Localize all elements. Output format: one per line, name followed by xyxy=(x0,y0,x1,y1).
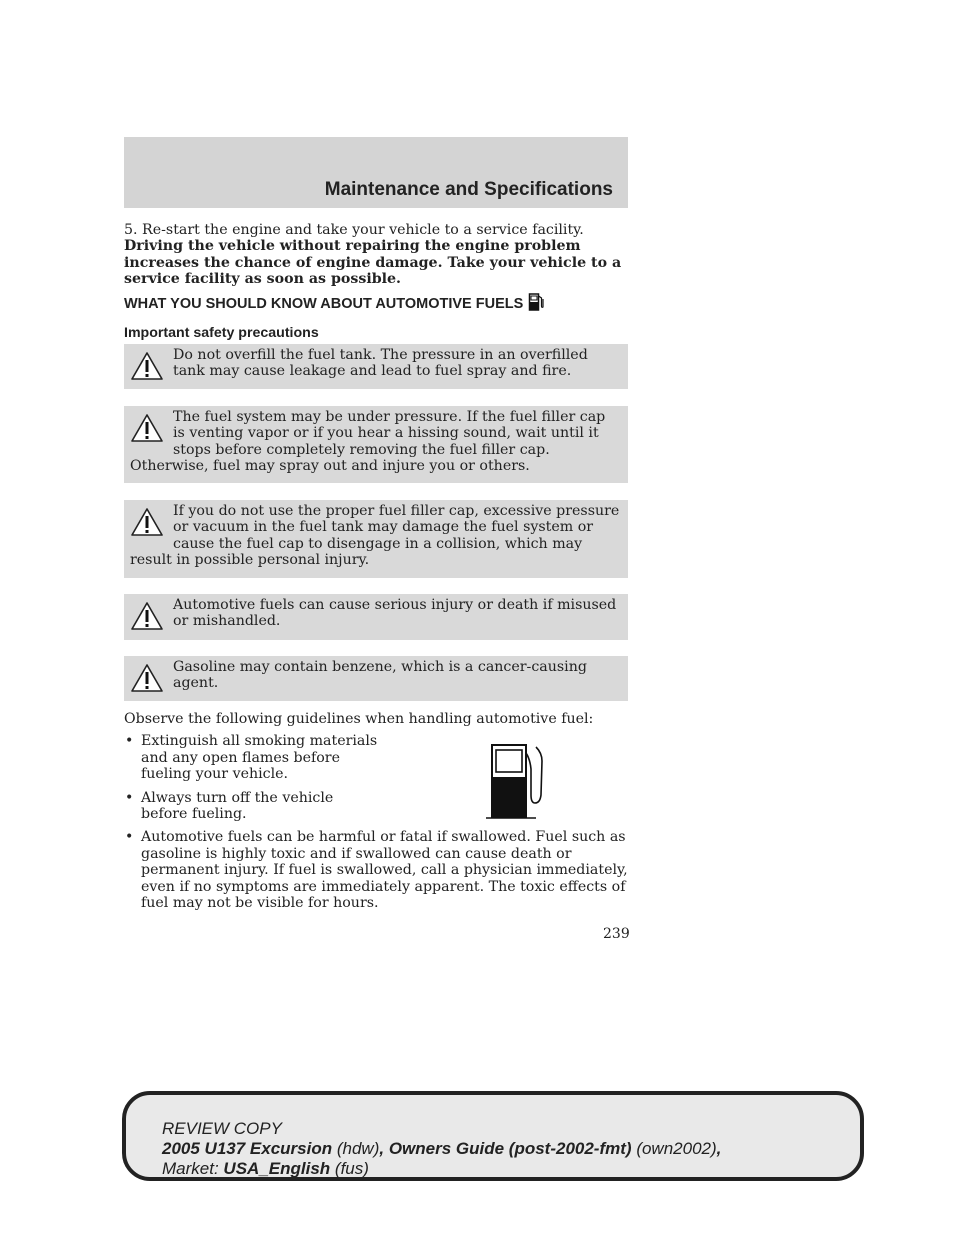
model-code: (hdw) xyxy=(336,1139,380,1158)
vehicle-model: 2005 U137 Excursion xyxy=(162,1139,333,1158)
section-header-band xyxy=(124,137,628,208)
warning-text: Do not overfill the fuel tank. The pressure in an overfilled tank may cause leakage and lead to fuel spray and fire. xyxy=(173,347,588,380)
guide-code: (own2002) xyxy=(636,1139,717,1158)
page-number: 239 xyxy=(603,926,630,942)
market-label: Market: xyxy=(162,1159,219,1178)
document-info: 2005 U137 Excursion (hdw), Owners Guide (post-2002-fmt) (own2002), xyxy=(162,1139,722,1158)
safety-precautions-subheading: Important safety precautions xyxy=(124,325,319,342)
engine-damage-warning: Driving the vehicle without repairing the engine problem increases the chance of engine damage. Take your vehicle to a service facility as soon as possible. xyxy=(124,238,622,288)
warning-triangle-icon xyxy=(130,507,164,537)
fuel-guidelines xyxy=(124,711,628,918)
warning-triangle-icon xyxy=(130,413,164,443)
warning-triangle-icon xyxy=(130,663,164,693)
warning-box xyxy=(124,500,628,578)
warning-box xyxy=(124,656,628,701)
fuel-pump-icon xyxy=(528,292,545,316)
warning-text: If you do not use the proper fuel filler cap, excessive pressure or vacuum in the fuel tank may damage the fuel system or cause the fuel cap to disengage in a collision, which may result in possible personal injury. xyxy=(130,503,620,569)
fuel-pump-icon xyxy=(486,743,548,821)
market-value: USA_English xyxy=(223,1159,331,1178)
guide-name: Owners Guide (post-2002-fmt) xyxy=(388,1139,632,1158)
warning-text: Gasoline may contain benzene, which is a cancer-causing agent. xyxy=(173,659,587,692)
warning-box xyxy=(124,344,628,389)
list-item: • Always turn off the vehicle before fueling. xyxy=(125,789,334,823)
warning-text: Automotive fuels can cause serious injury or death if misused or mishandled. xyxy=(173,597,617,630)
intro-content xyxy=(124,222,628,341)
warning-triangle-icon xyxy=(130,351,164,381)
review-label: REVIEW COPY xyxy=(162,1119,282,1138)
step-5-text: 5. Re-start the engine and take your vehicle to a service facility. xyxy=(124,222,584,238)
section-title: Maintenance and Specifications xyxy=(324,179,613,200)
fuels-heading: WHAT YOU SHOULD KNOW ABOUT AUTOMOTIVE FUELS xyxy=(124,295,524,312)
guidelines-intro: Observe the following guidelines when handling automotive fuel: xyxy=(124,711,594,727)
warning-box xyxy=(124,406,628,483)
list-item: • Extinguish all smoking materials and any open flames before fueling your vehicle. xyxy=(125,733,378,783)
market-code: (fus) xyxy=(334,1159,369,1178)
warning-box xyxy=(124,594,628,640)
list-item: • Automotive fuels can be harmful or fatal if swallowed. Fuel such as gasoline is highly toxic and if swallowed can cause death or permanent injury. If fuel is swallowed, call a physician immediately, even if no symptoms are immediately apparent. The toxic effects of fuel may not be visible for hours. xyxy=(125,829,628,912)
warning-text: The fuel system may be under pressure. If the fuel filler cap is venting vapor or if you hear a hissing sound, wait until it stops before completely removing the fuel filler cap. Otherwise, fuel may spray out and injure you or others. xyxy=(130,409,606,475)
fuels-heading-row xyxy=(124,292,628,316)
review-copy-footer xyxy=(122,1091,864,1181)
warning-triangle-icon xyxy=(130,601,164,631)
guidelines-list xyxy=(124,733,628,911)
market-info xyxy=(162,1159,860,1179)
